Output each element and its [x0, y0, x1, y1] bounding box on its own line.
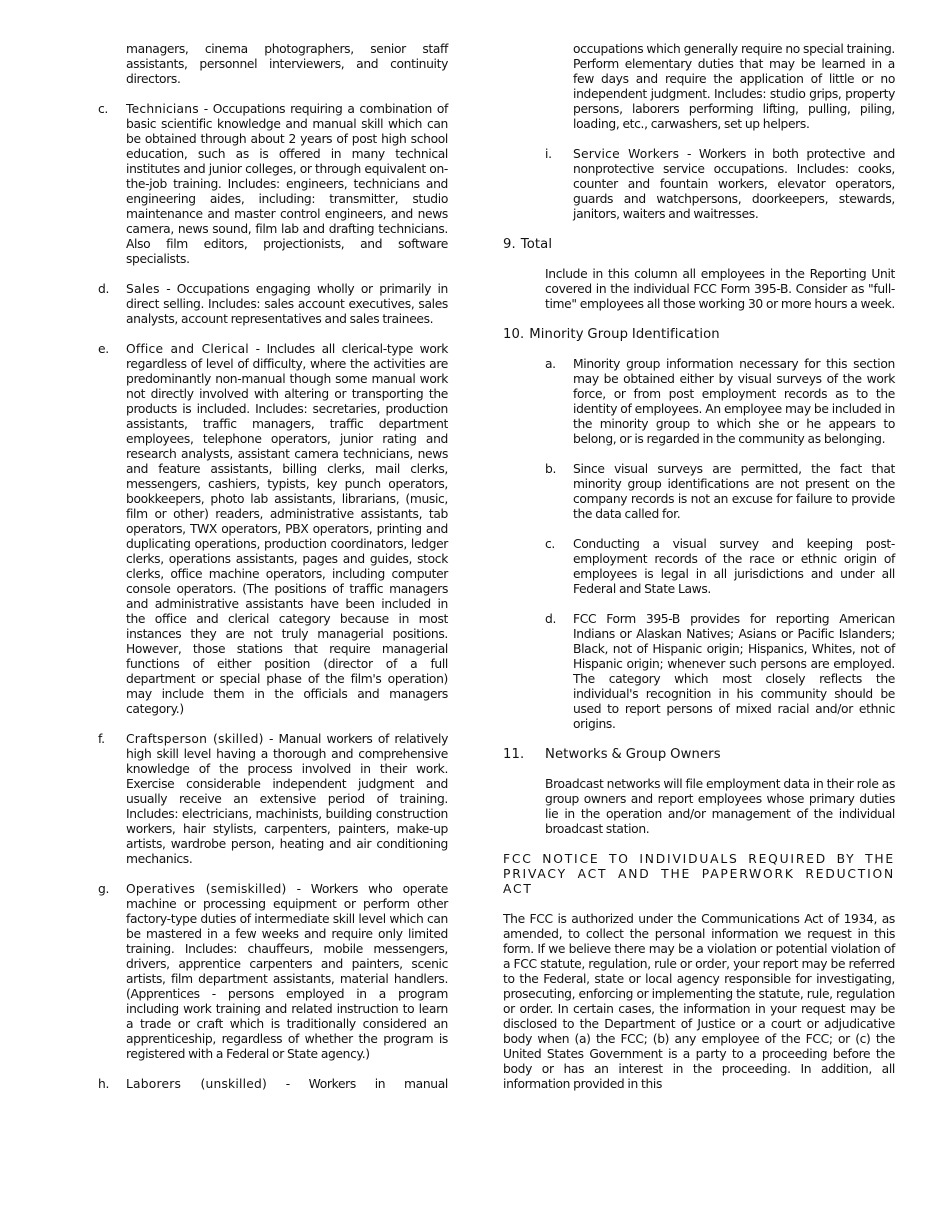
item-text: - Workers in manual — [267, 1077, 448, 1091]
minority-item-a — [503, 357, 895, 447]
item-marker: b. — [545, 462, 557, 476]
item-text: - Workers in both protective and nonprotective service occupations. Includes: cooks, counter and fountain workers, elevator operators, guards and watchpersons, doorkeepers, stewards, janitors, waiters and waitresses. — [573, 147, 895, 221]
item-marker: h. — [98, 1077, 110, 1091]
item-marker: g. — [98, 882, 110, 896]
item-text: - Workers who operate machine or processing equipment or perform other factory-type duties of intermediate skill level which can be mastered in a few weeks and require only limited training. Includes: chauffeurs, mobile messengers, drivers, apprentice carpenters and painters, scenic artists, film department assistants, material handlers. (Apprentices - persons employed in a program including work training and related instruction to learn a trade or craft which is traditionally considered an apprenticeship, regardless of whether the program is registered with a Federal or State agency.) — [126, 882, 448, 1061]
section-total-text: Include in this column all employees in the Reporting Unit covered in the individual FCC Form 395-B. Consider as "full-time" employees all those working 30 or more hours a week. — [545, 267, 895, 311]
item-marker: e. — [98, 342, 109, 356]
item-text: - Manual workers of relatively high skill level having a thorough and comprehensive knowledge of the process involved in their work. Exercise considerable independent judgment and usually receive an extensive period of training. Includes: electricians, machinists, building construction workers, hair stylists, carpenters, painters, make-up artists, wardrobe person, heating and air conditioning mechanics. — [126, 732, 448, 866]
item-title: Technicians — [126, 102, 199, 116]
category-technicians — [98, 102, 448, 267]
minority-item-d — [503, 612, 895, 732]
item-marker: d. — [545, 612, 557, 626]
continuation-paragraph: occupations which generally require no special training. Perform elementary duties that may be learned in a few days and require the application of little or no independent judgment. Includes: studio grips, property persons, laborers performing lifting, pulling, piling, loading, etc., carwashers, set up helpers. — [573, 42, 895, 131]
minority-item-b — [503, 462, 895, 522]
section-title: Total — [520, 237, 553, 252]
section-number: 11. — [503, 747, 525, 762]
section-title: Networks & Group Owners — [545, 747, 721, 762]
category-craftsperson — [98, 732, 448, 867]
privacy-notice-title: FCC NOTICE TO INDIVIDUALS REQUIRED BY THE PRIVACY ACT AND THE PAPERWORK REDUCTION ACT — [503, 852, 895, 896]
item-title: Office and Clerical — [126, 342, 249, 356]
item-title: Operatives (semiskilled) — [126, 882, 287, 896]
item-marker: i. — [545, 147, 552, 161]
section-heading-total — [503, 237, 895, 252]
item-text: Conducting a visual survey and keeping post-employment records of the race or ethnic origin of employees is legal in all jurisdictions and under all Federal and State Laws. — [573, 537, 895, 596]
section-heading-networks — [503, 747, 895, 762]
item-text: - Occupations requiring a combination of basic scientific knowledge and manual skill which can be obtained through about 2 years of post high school education, such as is offered in many technical institutes and junior colleges, or through equivalent on-the-job training. Includes: engineers, technicians and engineering aides, including: transmitter, studio maintenance and master control engineers, and news camera, news sound, film lab and drafting technicians. Also film editors, projectionists, and software specialists. — [126, 102, 448, 266]
section-title: Minority Group Identification — [529, 327, 720, 342]
category-sales — [98, 282, 448, 327]
item-title: Sales — [126, 282, 160, 296]
section-networks-text: Broadcast networks will file employment data in their role as group owners and report employees whose primary duties lie in the operation and/or management of the individual broadcast station. — [545, 777, 895, 836]
section-number: 10. — [503, 327, 525, 342]
continuation-paragraph: managers, cinema photographers, senior staff assistants, personnel interviewers, and continuity directors. — [126, 42, 448, 86]
item-text: - Occupations engaging wholly or primarily in direct selling. Includes: sales account executives, sales analysts, account representatives and sales trainees. — [126, 282, 448, 326]
item-title: Service Workers — [573, 147, 680, 161]
item-marker: f. — [98, 732, 105, 746]
item-text: - Includes all clerical-type work regardless of level of difficulty, where the activities are predominantly non-manual though some manual work not directly involved with altering or transporting the products is included. Includes: secretaries, production assistants, traffic managers, traffic department employees, telephone operators, junior rating and research analysts, assistant camera technicians, news and feature assistants, billing clerks, mail clerks, messengers, cashiers, typists, key punch operators, bookkeepers, photo lab assistants, librarians, (music, film or other) readers, administrative assistants, tab operators, TWX operators, PBX operators, printing and duplicating operations, production coordinators, ledger clerks, operations assistants, pages and guides, stock clerks, office machine operators, including computer console operators. (The positions of traffic managers and administrative assistants have been included in the office and clerical category because in most instances they are not truly managerial positions. However, those stations that require managerial functions of either position (director of a full department or special phase of the film's operation) may include them in the officials and managers category.) — [126, 342, 448, 716]
item-text: FCC Form 395-B provides for reporting American Indians or Alaskan Natives; Asians or Pacific Islanders; Black, not of Hispanic origin; Hispanics, Whites, not of Hispanic origin; whenever such persons are employed. The category which most closely reflects the individual's recognition in his community should be used to report persons of mixed racial and/or ethnic origins. — [573, 612, 895, 731]
item-text: Minority group information necessary for this section may be obtained either by visual surveys of the work force, or from post employment records as to the identity of employees. An employee may be included in the minority group to which she or he appears to belong, or is regarded in the community as belonging. — [573, 357, 895, 446]
item-marker: c. — [98, 102, 108, 116]
section-heading-minority — [503, 327, 895, 342]
minority-item-c — [503, 537, 895, 597]
item-text: Since visual surveys are permitted, the fact that minority group identifications are not present on the company records is not an excuse for failure to provide the data called for. — [573, 462, 895, 521]
left-column — [98, 42, 448, 1107]
category-service-workers — [503, 147, 895, 222]
item-marker: c. — [545, 537, 555, 551]
category-office-clerical — [98, 342, 448, 717]
section-number: 9. — [503, 237, 516, 252]
item-marker: a. — [545, 357, 556, 371]
item-title: Laborers (unskilled) — [126, 1077, 267, 1091]
right-column — [503, 42, 895, 1092]
category-laborers — [98, 1077, 448, 1092]
category-operatives — [98, 882, 448, 1062]
item-marker: d. — [98, 282, 110, 296]
item-title: Craftsperson (skilled) — [126, 732, 264, 746]
privacy-notice-text: The FCC is authorized under the Communications Act of 1934, as amended, to collect the personal information we request in this form. If we believe there may be a violation or potential violation of a FCC statute, regulation, rule or order, your report may be referred to the Federal, state or local agency responsible for investigating, prosecuting, enforcing or implementing the statute, rule, regulation or order. In certain cases, the information in your request may be disclosed to the Department of Justice or a court or adjudicative body when (a) the FCC; (b) any employee of the FCC; or (c) the United States Government is a party to a proceeding before the body or has an interest in the proceeding. In addition, all information provided in this — [503, 912, 895, 1091]
